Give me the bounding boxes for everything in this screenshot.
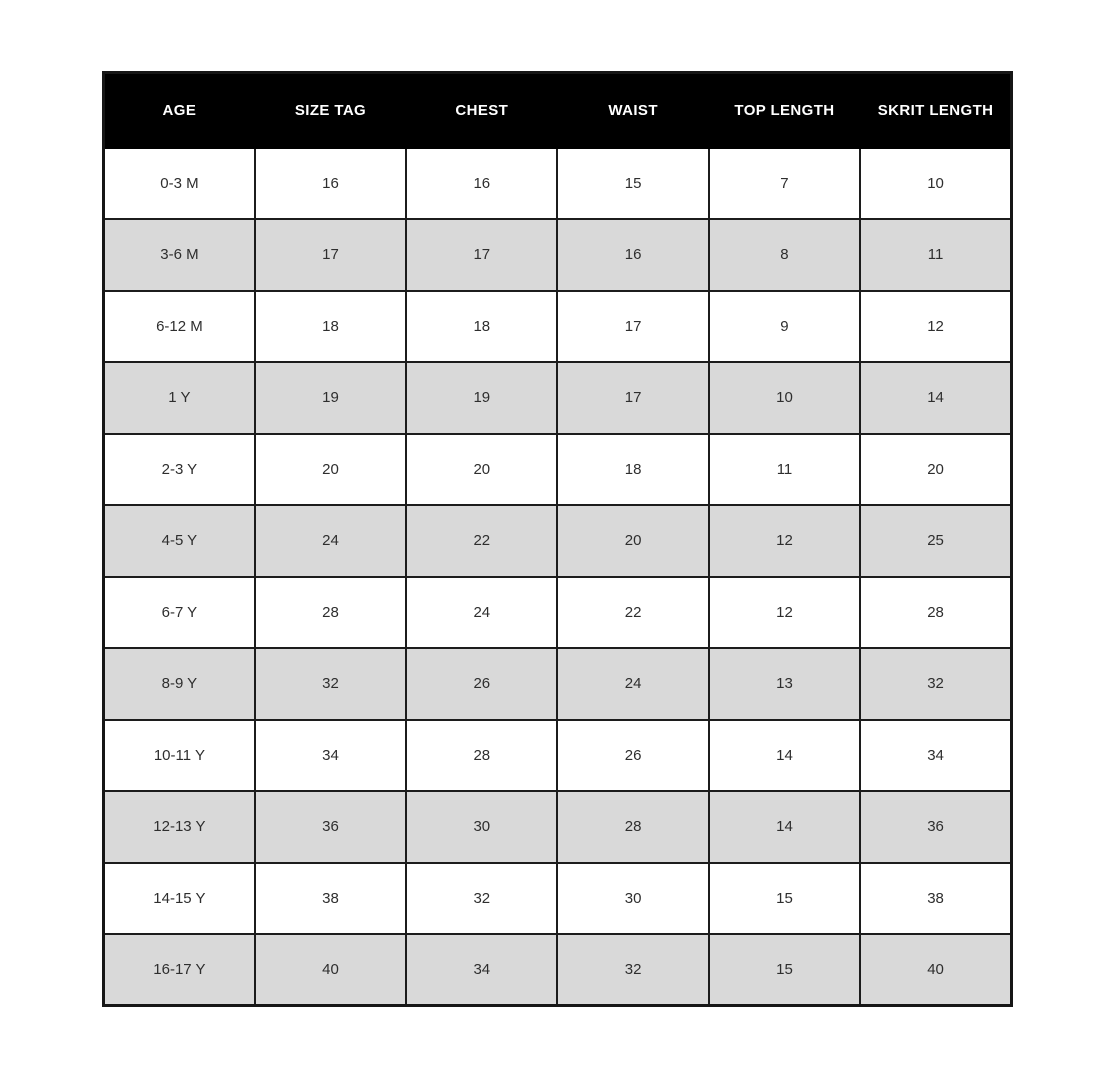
value-cell: 9 [709,291,860,363]
value-cell: 24 [557,648,708,720]
size-chart-header [104,73,1012,148]
value-cell: 14 [709,720,860,792]
value-cell: 10 [860,148,1011,220]
value-cell: 25 [860,505,1011,577]
table-row [104,577,1012,649]
value-cell: 10 [709,362,860,434]
value-cell: 15 [709,863,860,935]
age-cell: 4-5 Y [104,505,255,577]
age-cell: 6-7 Y [104,577,255,649]
column-header: SKRIT LENGTH [860,73,1011,148]
value-cell: 36 [860,791,1011,863]
value-cell: 26 [557,720,708,792]
value-cell: 20 [255,434,406,506]
age-cell: 16-17 Y [104,934,255,1006]
table-row [104,791,1012,863]
column-header: SIZE TAG [255,73,406,148]
table-row [104,291,1012,363]
age-cell: 6-12 M [104,291,255,363]
value-cell: 36 [255,791,406,863]
value-cell: 11 [860,219,1011,291]
value-cell: 17 [557,362,708,434]
value-cell: 12 [709,577,860,649]
age-cell: 2-3 Y [104,434,255,506]
value-cell: 34 [255,720,406,792]
age-cell: 8-9 Y [104,648,255,720]
table-row [104,934,1012,1006]
column-header: CHEST [406,73,557,148]
value-cell: 28 [406,720,557,792]
value-cell: 17 [406,219,557,291]
value-cell: 30 [406,791,557,863]
table-row [104,648,1012,720]
value-cell: 32 [860,648,1011,720]
value-cell: 19 [255,362,406,434]
table-row [104,863,1012,935]
value-cell: 38 [255,863,406,935]
value-cell: 7 [709,148,860,220]
table-row [104,434,1012,506]
value-cell: 32 [557,934,708,1006]
value-cell: 11 [709,434,860,506]
value-cell: 24 [255,505,406,577]
value-cell: 28 [860,577,1011,649]
value-cell: 19 [406,362,557,434]
value-cell: 15 [709,934,860,1006]
value-cell: 20 [406,434,557,506]
age-cell: 14-15 Y [104,863,255,935]
column-header: TOP LENGTH [709,73,860,148]
value-cell: 34 [406,934,557,1006]
value-cell: 18 [406,291,557,363]
value-cell: 24 [406,577,557,649]
value-cell: 18 [557,434,708,506]
table-row [104,148,1012,220]
value-cell: 16 [255,148,406,220]
value-cell: 17 [557,291,708,363]
value-cell: 14 [860,362,1011,434]
age-cell: 12-13 Y [104,791,255,863]
value-cell: 20 [860,434,1011,506]
value-cell: 40 [255,934,406,1006]
value-cell: 12 [709,505,860,577]
value-cell: 26 [406,648,557,720]
value-cell: 13 [709,648,860,720]
table-row [104,505,1012,577]
table-row [104,720,1012,792]
value-cell: 32 [255,648,406,720]
value-cell: 38 [860,863,1011,935]
value-cell: 32 [406,863,557,935]
column-header: AGE [104,73,255,148]
value-cell: 22 [557,577,708,649]
value-cell: 17 [255,219,406,291]
size-chart-table [102,71,1013,1007]
value-cell: 12 [860,291,1011,363]
table-row [104,362,1012,434]
column-header: WAIST [557,73,708,148]
value-cell: 40 [860,934,1011,1006]
value-cell: 16 [406,148,557,220]
value-cell: 22 [406,505,557,577]
value-cell: 28 [557,791,708,863]
age-cell: 1 Y [104,362,255,434]
value-cell: 28 [255,577,406,649]
age-cell: 0-3 M [104,148,255,220]
header-row [104,73,1012,148]
value-cell: 15 [557,148,708,220]
value-cell: 30 [557,863,708,935]
age-cell: 10-11 Y [104,720,255,792]
value-cell: 16 [557,219,708,291]
age-cell: 3-6 M [104,219,255,291]
value-cell: 34 [860,720,1011,792]
value-cell: 14 [709,791,860,863]
value-cell: 20 [557,505,708,577]
value-cell: 8 [709,219,860,291]
size-chart-body [104,148,1012,1006]
value-cell: 18 [255,291,406,363]
table-row [104,219,1012,291]
